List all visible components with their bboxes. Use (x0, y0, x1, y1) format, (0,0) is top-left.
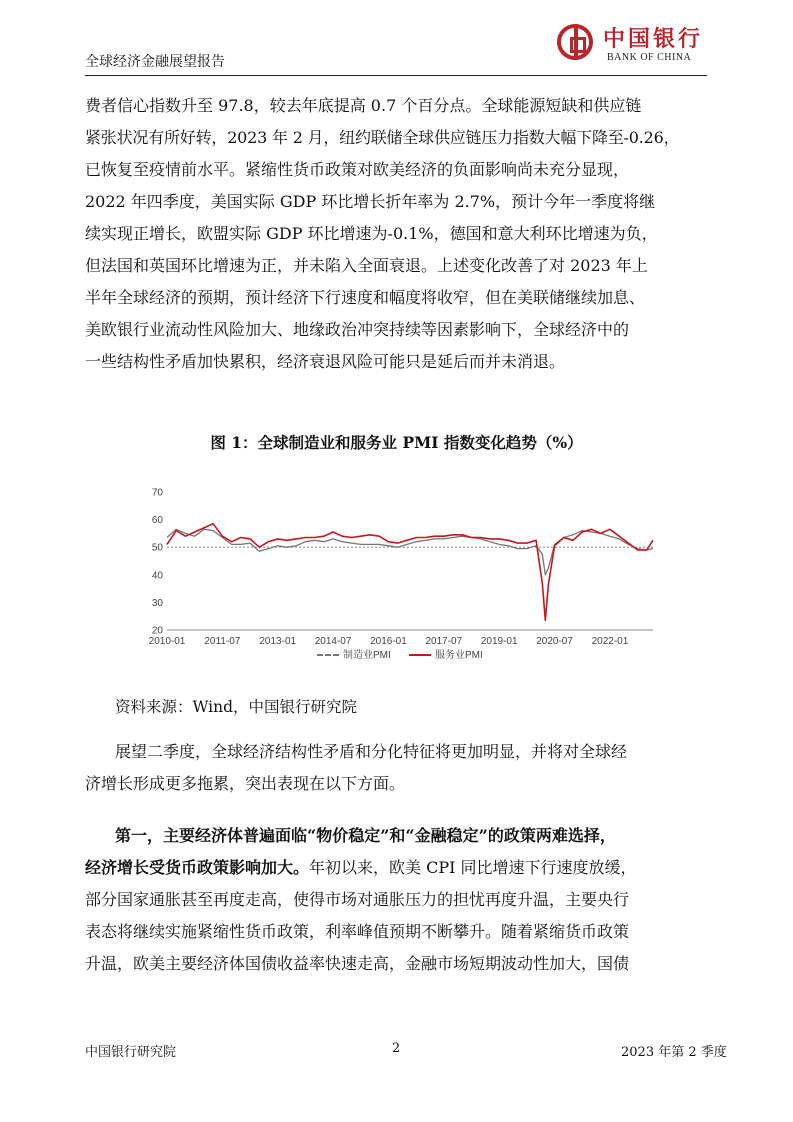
x-tick-label: 2017-07 (425, 636, 463, 647)
body-paragraph-top (85, 90, 710, 378)
x-tick-label: 2022-01 (591, 636, 629, 647)
y-tick-label: 30 (151, 597, 163, 609)
body-paragraph-first (115, 820, 715, 852)
text-line: 部分国家通胀甚至再度走高，使得市场对通胀压力的担忧再度升温，主要央行 (85, 890, 630, 909)
text-line: 2022 年四季度，美国实际 GDP 环比增长折年率为 2.7%，预计今年一季度将继 (85, 192, 656, 211)
text-line: 半年全球经济的预期，预计经济下行速度和幅度将收窄，但在美联储继续加息、 (85, 288, 646, 307)
figure-source: 资料来源：Wind，中国银行研究院 (115, 698, 358, 716)
header-divider (85, 75, 707, 76)
text-line: 美欧银行业流动性风险加大、地缘政治冲突持续等因素影响下，全球经济中的 (85, 320, 630, 339)
footer-period: 2023 年第 2 季度 (621, 1045, 727, 1060)
report-title: 全球经济金融展望报告 (85, 54, 225, 70)
bank-logo-cn: 中国银行 (603, 27, 704, 52)
pmi-chart-svg (145, 484, 660, 669)
bank-logo-en: BANK OF CHINA (607, 52, 692, 63)
text-span: 年初以来，欧美 CPI 同比增速下行速度放缓， (309, 858, 637, 877)
text-line: 升温，欧美主要经济体国债收益率快速走高，金融市场短期波动性加大，国债 (85, 954, 630, 973)
figure-title: 图 1：全球制造业和服务业 PMI 指数变化趋势（%） (210, 433, 583, 452)
text-line: 费者信心指数升至 97.8，较去年底提高 0.7 个百分点。全球能源短缺和供应链 (85, 96, 642, 115)
series-line (167, 524, 653, 621)
text-line: 一些结构性矛盾加快累积，经济衰退风险可能只是延后而并未消退。 (85, 352, 566, 371)
body-paragraph-first-cont (85, 852, 710, 980)
legend-label: 制造业PMI (343, 650, 391, 661)
text-line: 续实现正增长，欧盟实际 GDP 环比增速为-0.1%，德国和意大利环比增速为负， (85, 224, 658, 243)
text-line: 但法国和英国环比增速为正，并未陷入全面衰退。上述变化改善了对 2023 年上 (85, 256, 648, 275)
bold-heading-line: 第一，主要经济体普遍面临“物价稳定”和“金融稳定”的政策两难选择， (115, 826, 616, 845)
bank-logo-icon (557, 24, 593, 60)
y-tick-label: 40 (151, 570, 163, 582)
x-tick-label: 2010-01 (148, 636, 186, 647)
x-tick-label: 2019-01 (480, 636, 518, 647)
page-number: 2 (392, 1041, 401, 1056)
y-tick-label: 70 (151, 487, 163, 499)
footer-org: 中国银行研究院 (85, 1045, 177, 1060)
pmi-chart (145, 484, 660, 673)
body-paragraph-outlook (115, 736, 715, 768)
bank-logo (557, 22, 717, 72)
x-tick-label: 2013-01 (259, 636, 297, 647)
y-tick-label: 50 (151, 542, 163, 554)
text-line: 展望二季度，全球经济结构性矛盾和分化特征将更加明显，并将对全球经 (115, 742, 628, 761)
text-line: 济增长形成更多拖累，突出表现在以下方面。 (85, 774, 406, 793)
text-line (85, 852, 710, 884)
legend-label: 服务业PMI (435, 650, 483, 661)
body-paragraph-outlook-cont (85, 768, 710, 800)
text-line: 已恢复至疫情前水平。紧缩性货币政策对欧美经济的负面影响尚未充分显现， (85, 160, 630, 179)
x-tick-label: 2016-01 (370, 636, 407, 647)
y-tick-label: 60 (151, 515, 163, 527)
x-tick-label: 2020-07 (536, 636, 573, 647)
x-tick-label: 2014-07 (314, 636, 352, 647)
bold-heading-tail: 经济增长受货币政策影响加大。 (85, 858, 310, 877)
text-line: 紧张状况有所好转，2023 年 2 月，纽约联储全球供应链压力指数大幅下降至-0.26， (85, 128, 680, 147)
y-tick-label: 20 (151, 625, 163, 637)
series-line (167, 529, 653, 575)
text-line: 表态将继续实施紧缩性货币政策，利率峰值预期不断攀升。随着紧缩货币政策 (85, 922, 630, 941)
x-tick-label: 2011-07 (204, 636, 241, 647)
